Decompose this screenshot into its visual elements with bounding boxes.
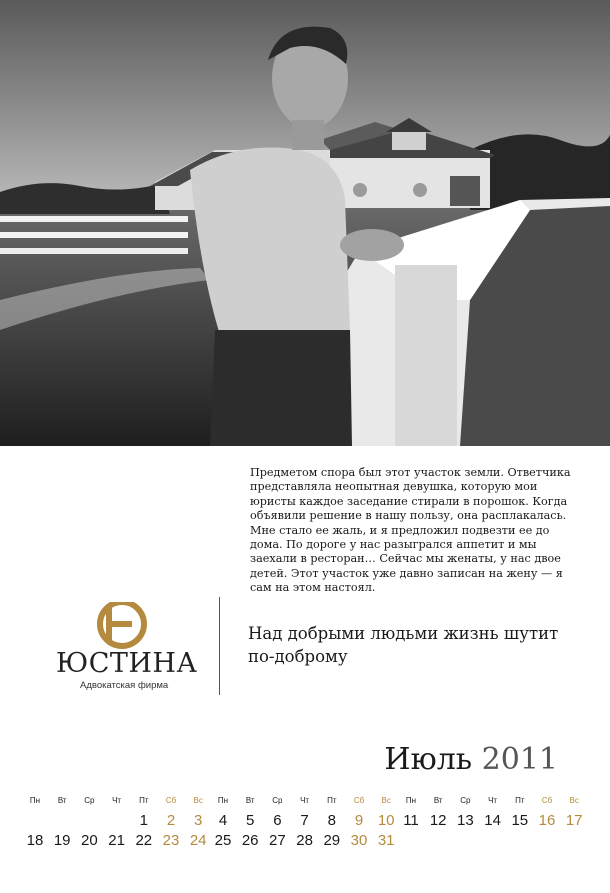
weekday-label: Пт <box>139 796 149 805</box>
weekday-label: Пн <box>405 796 417 805</box>
calendar-day: 12 <box>429 812 447 829</box>
calendar-day: 3 <box>194 812 203 829</box>
weekday-label: Пн <box>29 796 41 805</box>
weekday-label: Ср <box>460 796 471 805</box>
weekday-label: Вс <box>193 796 203 805</box>
calendar-day: 26 <box>241 832 259 849</box>
brand-name: ЮСТИНА <box>56 648 198 679</box>
weekday-label: Чт <box>300 796 310 805</box>
weekday-label: Пт <box>515 796 525 805</box>
calendar-day: 5 <box>246 812 255 829</box>
weekday-label: Пн <box>217 796 229 805</box>
weekday-label: Вт <box>57 796 67 805</box>
weekday-label: Ср <box>84 796 95 805</box>
calendar-day: 9 <box>354 812 364 829</box>
photo-illustration <box>0 0 610 446</box>
calendar-day: 27 <box>269 832 286 849</box>
weekday-label: Чт <box>488 796 498 805</box>
vertical-divider <box>219 597 220 695</box>
calendar-day: 4 <box>218 812 228 829</box>
brand-emblem-icon <box>96 598 148 650</box>
calendar-day: 25 <box>214 832 232 849</box>
calendar-day: 18 <box>26 832 44 849</box>
calendar-day: 30 <box>350 832 368 849</box>
calendar-day: 14 <box>484 812 501 829</box>
calendar-day: 16 <box>538 812 556 829</box>
calendar-day: 1 <box>139 812 148 829</box>
weekday-label: Вт <box>245 796 255 805</box>
calendar-day: 22 <box>135 832 153 849</box>
weekday-label: Ср <box>272 796 283 805</box>
weekday-label: Сб <box>165 796 177 805</box>
hero-photo <box>0 0 610 446</box>
weekday-label: Пт <box>327 796 337 805</box>
calendar-day: 2 <box>166 812 176 829</box>
brand-subtitle: Адвокатская фирма <box>80 680 169 691</box>
calendar-day: 15 <box>511 812 529 829</box>
calendar-day: 20 <box>81 832 98 849</box>
weekday-label: Сб <box>353 796 365 805</box>
calendar-day: 13 <box>457 812 474 829</box>
weekday-label: Вс <box>569 796 579 805</box>
calendar-day: 11 <box>403 812 419 829</box>
year-label: 2011 <box>481 742 558 777</box>
weekday-label: Вс <box>381 796 391 805</box>
story-text: Предметом спора был этот участок земли. Ответчика представляла неопытная девушка, которую мои юристы каждое заседание стирали в порошок. Когда объявили решение в нашу пользу, она расплакалась. Мне стало ее жаль, и я предложил подвезти ее до дома. По дороге у нас разыгрался аппетит и мы заехали в ресторан… Сейчас мы женаты, у нас двое детей. Этот участок уже давно записан на жену — я сам на этом настоял. <box>250 466 571 595</box>
month-name: Июль <box>384 742 473 777</box>
calendar-day: 23 <box>162 832 180 849</box>
calendar-day: 10 <box>377 812 395 829</box>
calendar-day: 19 <box>53 832 71 849</box>
brand-logo <box>56 598 196 698</box>
calendar-day: 7 <box>300 812 309 829</box>
calendar-day: 21 <box>108 832 125 849</box>
calendar-day: 28 <box>296 832 313 849</box>
calendar-day: 17 <box>565 812 583 829</box>
weekday-label: Сб <box>541 796 553 805</box>
calendar-day: 31 <box>377 832 395 849</box>
calendar-day: 8 <box>327 812 336 829</box>
weekday-label: Чт <box>112 796 122 805</box>
calendar-day: 6 <box>273 812 282 829</box>
calendar-day: 29 <box>323 832 341 849</box>
motto-text: Над добрыми людьми жизнь шутит по-доброму <box>248 624 559 666</box>
calendar-day: 24 <box>189 832 207 849</box>
month-title <box>384 742 558 777</box>
weekday-label: Вт <box>433 796 443 805</box>
